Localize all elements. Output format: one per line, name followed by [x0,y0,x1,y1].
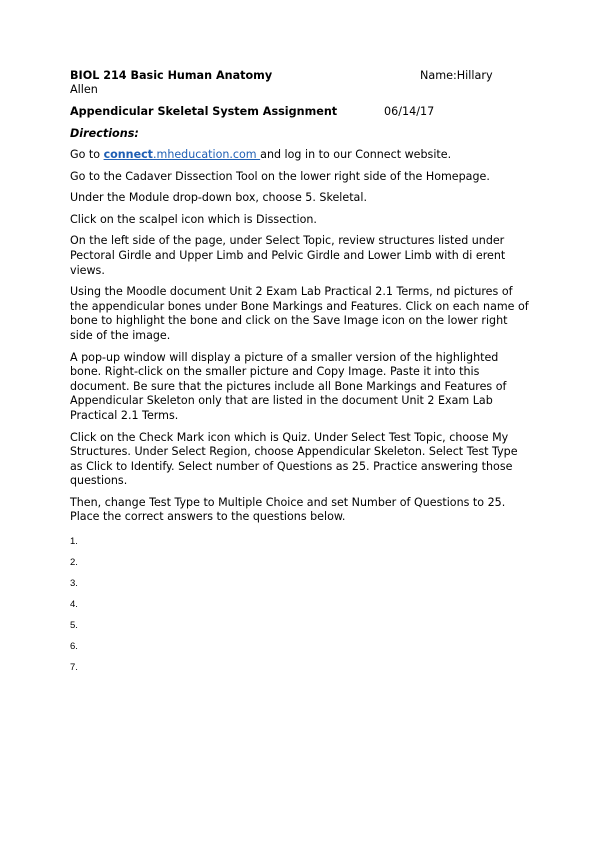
instruction-paragraph-5: On the left side of the page, under Select Topic, review structures listed under Pectoral Girdle and Upper Limb and Pelvic Girdle and Lower Limb with di erent views. [70,234,506,277]
question-item: 3. [70,578,78,590]
question-item: 4. [70,599,78,611]
connect-link-domain[interactable]: .mheducation.com [152,148,261,161]
instruction-paragraph-4: Click on the scalpel icon which is Dissection. [70,212,317,226]
instruction-paragraph-6: Using the Moodle document Unit 2 Exam Lab Practical 2.1 Terms, nd pictures of the appendicular bones under Bone Markings and Features. Click on each name of bone to highlight the bone and click on the Save Image icon on the lower right side of the image. [70,285,529,342]
course-title: BIOL 214 Basic Human Anatomy [70,69,273,82]
question-item: 7. [70,662,78,674]
question-item: 6. [70,641,78,653]
question-item: 5. [70,620,78,632]
instruction-paragraph-1 [70,148,530,163]
instruction-paragraph-8: Click on the Check Mark icon which is Quiz. Under Select Test Topic, choose My Structures. Under Select Region, choose Appendicular Skeleton. Select Test Type as Click to Identify. Select number of Questions as 25. Practice answering those questions. [70,430,518,488]
question-item: 2. [70,557,78,569]
instruction-paragraph-2: Go to the Cadaver Dissection Tool on the lower right side of the Homepage. [70,169,490,183]
assignment-title: Appendicular Skeletal System Assignment [70,105,338,118]
student-name-continued: Allen [70,83,98,96]
student-name-label: Name:Hillary [420,69,493,82]
directions-heading: Directions: [70,127,139,140]
instruction-paragraph-7: A pop-up window will display a picture of a smaller version of the highlighted bone. Right-click on the smaller picture and Copy Image. Paste it into this document. Be sure that the pictures include all Bone Markings and Features of Appendicular Skeleton only that are listed in the document Unit 2 Exam Lab Practical 2.1 Terms. [70,350,507,422]
connect-link[interactable]: connect [103,148,153,161]
instruction-paragraph-9: Then, change Test Type to Multiple Choice and set Number of Questions to 25. Place the correct answers to the questions below. [70,495,506,524]
question-list [70,536,530,683]
document-body [70,69,530,683]
instruction-paragraph-3: Under the Module drop-down box, choose 5. Skeletal. [70,191,367,205]
question-item: 1. [70,536,78,548]
assignment-date: 06/14/17 [384,105,435,118]
header-block [70,69,530,119]
para1-post: and log in to our Connect website. [260,148,452,161]
para1-pre: Go to [70,148,104,161]
